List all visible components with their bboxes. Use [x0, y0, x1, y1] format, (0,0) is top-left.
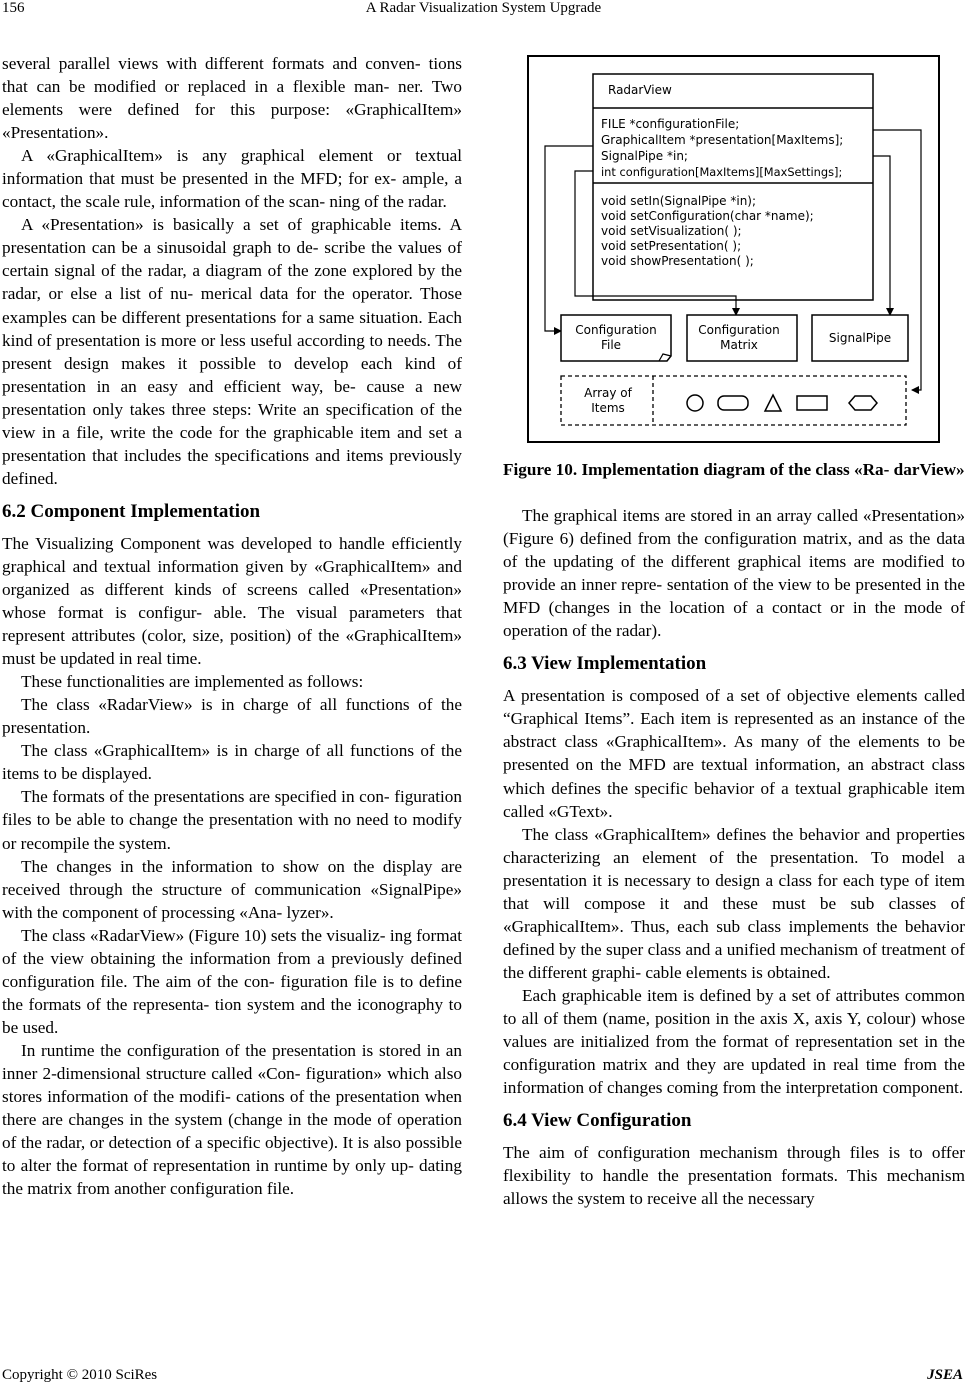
copyright-footer: Copyright © 2010 SciRes [2, 1367, 158, 1383]
paragraph: Each graphicable item is defined by a set of attributes common to all of them (name, position in the axis X, axis Y, colour) whose values are initialized from the format of representation set in the configuration matrix and they are updated in real time from the information of changes coming from the interpretation component. [503, 985, 965, 1098]
class-diagram-figure [527, 55, 940, 444]
paragraph: A «Presentation» is basically a set of graphicable items. A presentation can be a sinusoidal graph to de- scribe the values of certain signal of the radar, a diagram of the zone explored by the radar, or else a list of nu- merical data for the operator. Those examples can be different presentations for a same situation. Each kind of presentation is more or less useful according to needs. The present design makes it possible to develop each kind of presentation in an easy and efficient way, be- cause a new presentation only takes three steps: Write an specification of the view in a file, write the code for the graphicable item and set a presentation that includes the specifications and items previously defined. [2, 215, 462, 488]
section-heading: 6.3 View Implementation [503, 653, 707, 675]
array-of-items-box [561, 376, 906, 425]
triangle-shape-icon [765, 395, 781, 411]
paragraph: The class «GraphicalItem» defines the behavior and properties characterizing an element of the presentation. To model a presentation it is necessary to design a class for each type of item that will compose it and these must be sub classes of «GraphicalItem». Thus, each sub class implements the behavior defined by the super class and a unified mechanism of treatment of the different graphi- cable elements is obtained. [503, 824, 965, 982]
section-heading: 6.4 View Configuration [503, 1110, 692, 1132]
box-label: File [600, 338, 622, 352]
box-label: Configuration [698, 323, 780, 337]
class-name: RadarView [608, 83, 672, 97]
running-title: A Radar Visualization System Upgrade [365, 0, 602, 16]
paragraph: In runtime the configuration of the presentation is stored in an inner 2-dimensional structure called «Con- figuration» which also stores information of the modifi- cations of the presentation when there are changes in the system (change in the mode of operation of the radar, or detection of a specific objective). It is also possible to alter the format of representation in runtime by only up- dating the matrix from another configuration file. [2, 1040, 462, 1199]
method: void showPresentation( ); [601, 254, 754, 268]
paragraph: The class «RadarView» (Figure 10) sets the visualiz- ing format of the view obtaining the information from a previously defined configuration file. The aim of the con- figuration file is to define the formats of the representa- tion system and the iconography to be used. [2, 925, 462, 1037]
paragraph: several parallel views with different formats and conven- tions that can be modified or replaced in a flexible man- ner. Two elements were defined for this purpose: «GraphicalItem» «Presentation». [2, 54, 462, 143]
paragraph: The formats of the presentations are specified in con- figuration files to be able to change the presentation with no need to modify or recompile the system. [2, 787, 462, 853]
radarview-class-box [593, 74, 873, 300]
paragraph: These functionalities are implemented as follows: [21, 672, 364, 692]
paragraph: The graphical items are stored in an array called «Presentation» (Figure 6) defined from the configuration matrix, and as the data of the updating of the different graphical items are modified to provide an inner repre- sentation of the view to be presented in the MFD (changes in the location of a contact or in the mode of operation of the radar). [503, 506, 965, 641]
attribute: SignalPipe *in; [601, 149, 688, 163]
attribute: int configuration[MaxItems][MaxSettings]; [601, 165, 843, 179]
signalpipe-box [812, 315, 908, 361]
paragraph: The changes in the information to show on the display are received through the structure of communication «SignalPipe» with the component of processing «Ana- lyzer». [2, 856, 462, 922]
box-label: Array of [584, 386, 632, 400]
figure-caption: Figure 10. Implementation diagram of the class «Ra- darView» [503, 460, 965, 479]
paragraph: A presentation is composed of a set of objective elements called “Graphical Items”. Each item is represented as an instance of the abstract class «GraphicalItem». As many of the elements to be presented on the MFD are textual information, an abstract class which defines the specific behavior of a textual graphicable item called «GText». [503, 686, 965, 821]
method: void setVisualization( ); [601, 224, 742, 238]
page-number: 156 [2, 0, 25, 16]
method: void setConfiguration(char *name); [601, 209, 814, 223]
paragraph: The aim of configuration mechanism through files is to offer flexibility to handle the presentation formats. This mechanism allows the system to receive all the necessary [503, 1143, 965, 1209]
configuration-file-box [561, 315, 671, 361]
circle-shape-icon [687, 395, 703, 411]
box-label: Items [591, 401, 625, 415]
paragraph: A «GraphicalItem» is any graphical element or textual information that must be presented in the MFD; for ex- ample, a contact, the scale rule, information of the scan- ning of the radar. [2, 146, 462, 212]
paragraph: The Visualizing Component was developed to handle efficiently graphical and textual information given by «GraphicalItem» and organized as different kinds of screens called «Presentation» whose format is configur- able. The visual parameters that represent attributes (color, size, position) of the «GraphicalItem» must be updated in real time. [2, 533, 462, 669]
section-heading: 6.2 Component Implementation [2, 500, 261, 522]
method: void setPresentation( ); [601, 239, 742, 253]
rectangle-shape-icon [797, 396, 827, 410]
box-label: Matrix [720, 338, 758, 352]
right-column [503, 458, 965, 1210]
configuration-matrix-box [687, 315, 797, 361]
box-label: SignalPipe [828, 331, 892, 345]
method: void setIn(SignalPipe *in); [601, 194, 757, 208]
rounded-rect-shape-icon [718, 396, 748, 410]
journal-abbrev: JSEA [927, 1367, 963, 1383]
attribute: GraphicalItem *presentation[MaxItems]; [601, 133, 844, 147]
box-label: Configuration [575, 323, 657, 337]
hexagon-shape-icon [849, 396, 877, 410]
paragraph: The class «RadarView» is in charge of all functions of the presentation. [2, 695, 462, 738]
left-column [2, 52, 462, 1200]
paragraph: The class «GraphicalItem» is in charge of all functions of the items to be displayed. [2, 741, 462, 784]
attribute: FILE *configurationFile; [601, 117, 740, 131]
